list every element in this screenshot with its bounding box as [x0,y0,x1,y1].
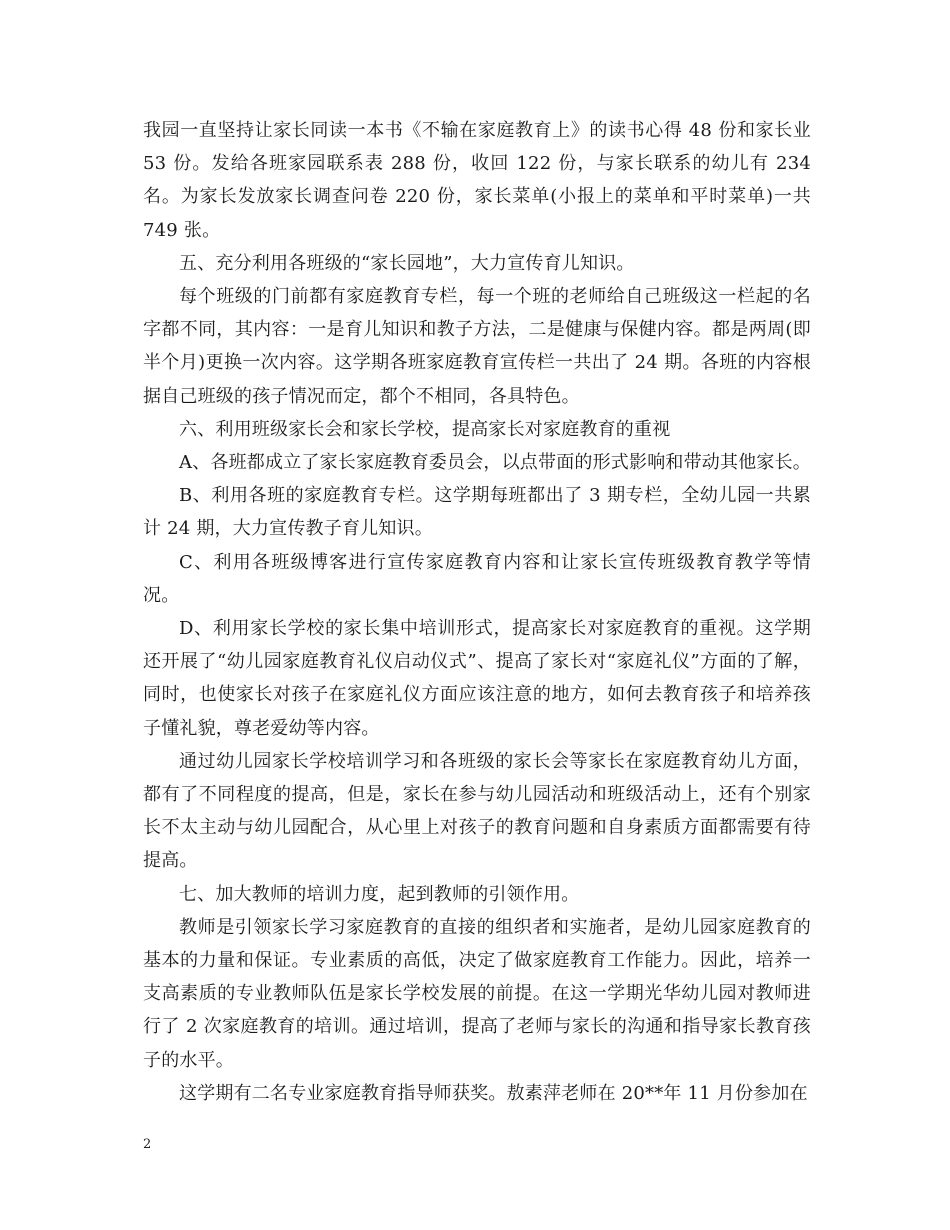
paragraph: 这学期有二名专业家庭教育指导师获奖。敖素萍老师在 20**年 11 月份参加在 [179,1082,808,1104]
list-item: C、利用各班级博客进行宣传家庭教育内容和让家长宣传班级教育教学等情况。 [143,551,811,606]
list-item: A、各班都成立了家长家庭教育委员会，以点带面的形式影响和带动其他家长。 [179,452,811,474]
paragraph: 通过幼儿园家长学校培训学习和各班级的家长会等家长在家庭教育幼儿方面，都有了不同程度的提高，但是，家长在参与幼儿园活动和班级活动上，还有个别家长不太主动与幼儿园配合，从心里上对孩子的教育问题和自身素质方面都需要有待提高。 [143,750,811,872]
list-item: D、利用家长学校的家长集中培训形式，提高家长对家庭教育的重视。这学期还开展了“幼儿园家庭教育礼仪启动仪式”、提高了家长对“家庭礼仪”方面的了解，同时，也使家长对孩子在家庭礼仪方面应该注意的地方，如何去教育孩子和培养孩子懂礼貌，尊老爱幼等内容。 [143,618,811,739]
paragraph: 我园一直坚持让家长同读一本书《不输在家庭教育上》的读书心得 48 份和家长业 53 份。发给各班家园联系表 288 份，收回 122 份，与家长联系的幼儿有 234 名。为家长发放家长调查问卷 220 份，家长菜单(小报上的菜单和平时菜单)一共 749 张。 [143,120,811,241]
section-heading: 五、充分利用各班级的“家长园地”，大力宣传育儿知识。 [179,252,635,274]
paragraph: 教师是引领家长学习家庭教育的直接的组织者和实施者，是幼儿园家庭教育的基本的力量和保证。专业素质的高低，决定了做家庭教育工作能力。因此，培养一支高素质的专业教师队伍是家长学校发展的前提。在这一学期光华幼儿园对教师进行了 2 次家庭教育的培训。通过培训，提高了老师与家长的沟通和指导家长教育孩子的水平。 [143,916,811,1071]
section-heading: 六、利用班级家长会和家长学校，提高家长对家庭教育的重视 [179,418,671,440]
paragraph: 每个班级的门前都有家庭教育专栏，每一个班的老师给自己班级这一栏起的名字都不同，其内容：一是育儿知识和教子方法，二是健康与保健内容。都是两周(即半个月)更换一次内容。这学期各班家庭教育宣传栏一共出了 24 期。各班的内容根据自己班级的孩子情况而定，都个不相同，各具特色。 [143,286,811,407]
section-heading: 七、加大教师的培训力度，起到教师的引领作用。 [179,883,580,905]
page-number: 2 [143,1137,152,1152]
list-item: B、利用各班的家庭教育专栏。这学期每班都出了 3 期专栏，全幼儿园一共累计 24 期，大力宣传教子育儿知识。 [143,485,811,540]
body-text [143,114,811,1110]
